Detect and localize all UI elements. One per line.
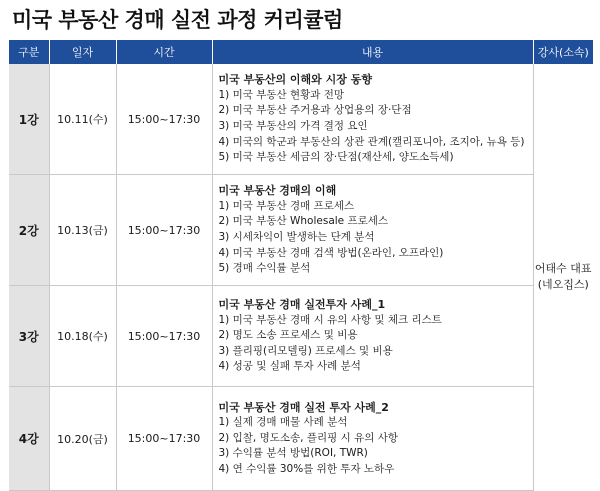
session-title: 미국 부동산 경매의 이해 <box>218 184 337 198</box>
session-title: 미국 부동산 경매 실전 투자 사례_2 <box>218 400 389 414</box>
session-time: 15:00~17:30 <box>116 286 212 387</box>
session-time: 15:00~17:30 <box>116 64 212 175</box>
content-item: 5) 경매 수익률 분석 <box>218 262 311 275</box>
session-time: 15:00~17:30 <box>116 175 212 286</box>
table-row <box>9 387 593 491</box>
session-content <box>212 64 533 175</box>
table-row <box>9 64 593 175</box>
header-date: 일자 <box>49 40 116 64</box>
header-content: 내용 <box>212 40 533 64</box>
session-date: 10.18(수) <box>49 286 116 387</box>
session-content <box>212 286 533 387</box>
content-item: 4) 미국 부동산 경매 검색 방법(온라인, 오프라인) <box>218 246 444 259</box>
content-item: 3) 플리핑(리모델링) 프로세스 및 비용 <box>218 344 393 357</box>
session-number: 3강 <box>9 286 49 387</box>
content-item: 2) 미국 부동산 주거용과 상업용의 장·단점 <box>218 104 412 117</box>
content-item: 1) 미국 부동산 현황과 전망 <box>218 88 345 101</box>
session-number: 4강 <box>9 387 49 491</box>
content-item: 1) 실제 경매 매물 사례 분석 <box>218 416 348 429</box>
header-row <box>9 40 593 64</box>
content-item: 5) 미국 부동산 세금의 장·단점(재산세, 양도소득세) <box>218 151 454 164</box>
content-item: 4) 성공 및 실패 투자 사례 분석 <box>218 360 361 373</box>
instructor-cell <box>533 64 593 491</box>
curriculum-table <box>9 40 593 491</box>
content-item: 1) 미국 부동산 경매 시 유의 사항 및 체크 리스트 <box>218 313 442 326</box>
content-item: 3) 수익률 분석 방법(ROI, TWR) <box>218 447 368 460</box>
instructor-affiliation: (네오집스) <box>537 278 589 292</box>
page-title: 미국 부동산 경매 실전 과정 커리큘럼 <box>12 8 343 32</box>
session-date: 10.13(금) <box>49 175 116 286</box>
content-item: 2) 미국 부동산 Wholesale 프로세스 <box>218 215 389 228</box>
header-instructor: 강사(소속) <box>533 40 593 64</box>
session-content <box>212 387 533 491</box>
session-number: 1강 <box>9 64 49 175</box>
content-item: 2) 입찰, 명도소송, 플리핑 시 유의 사항 <box>218 431 398 444</box>
table-row <box>9 286 593 387</box>
content-item: 3) 시세차익이 발생하는 단계 분석 <box>218 231 375 243</box>
table-row <box>9 175 593 286</box>
content-item: 2) 명도 소송 프로세스 및 비용 <box>218 329 358 342</box>
content-item: 4) 연 수익률 30%를 위한 투자 노하우 <box>218 462 395 475</box>
session-title: 미국 부동산 경매 실전투자 사례_1 <box>218 298 386 312</box>
content-item: 1) 미국 부동산 경매 프로세스 <box>218 199 355 212</box>
session-date: 10.11(수) <box>49 64 116 175</box>
header-no: 구분 <box>9 40 49 64</box>
session-date: 10.20(금) <box>49 387 116 491</box>
content-item: 4) 미국의 학군과 부동산의 상관 관계(캘리포니아, 조지아, 뉴욕 등) <box>218 135 525 148</box>
instructor-name: 어태수 대표 <box>534 262 592 276</box>
session-time: 15:00~17:30 <box>116 387 212 491</box>
session-title: 미국 부동산의 이해와 시장 동향 <box>218 73 372 87</box>
session-number: 2강 <box>9 175 49 286</box>
session-content <box>212 175 533 286</box>
content-item: 3) 미국 부동산의 가격 결정 요인 <box>218 120 368 132</box>
header-time: 시간 <box>116 40 212 64</box>
